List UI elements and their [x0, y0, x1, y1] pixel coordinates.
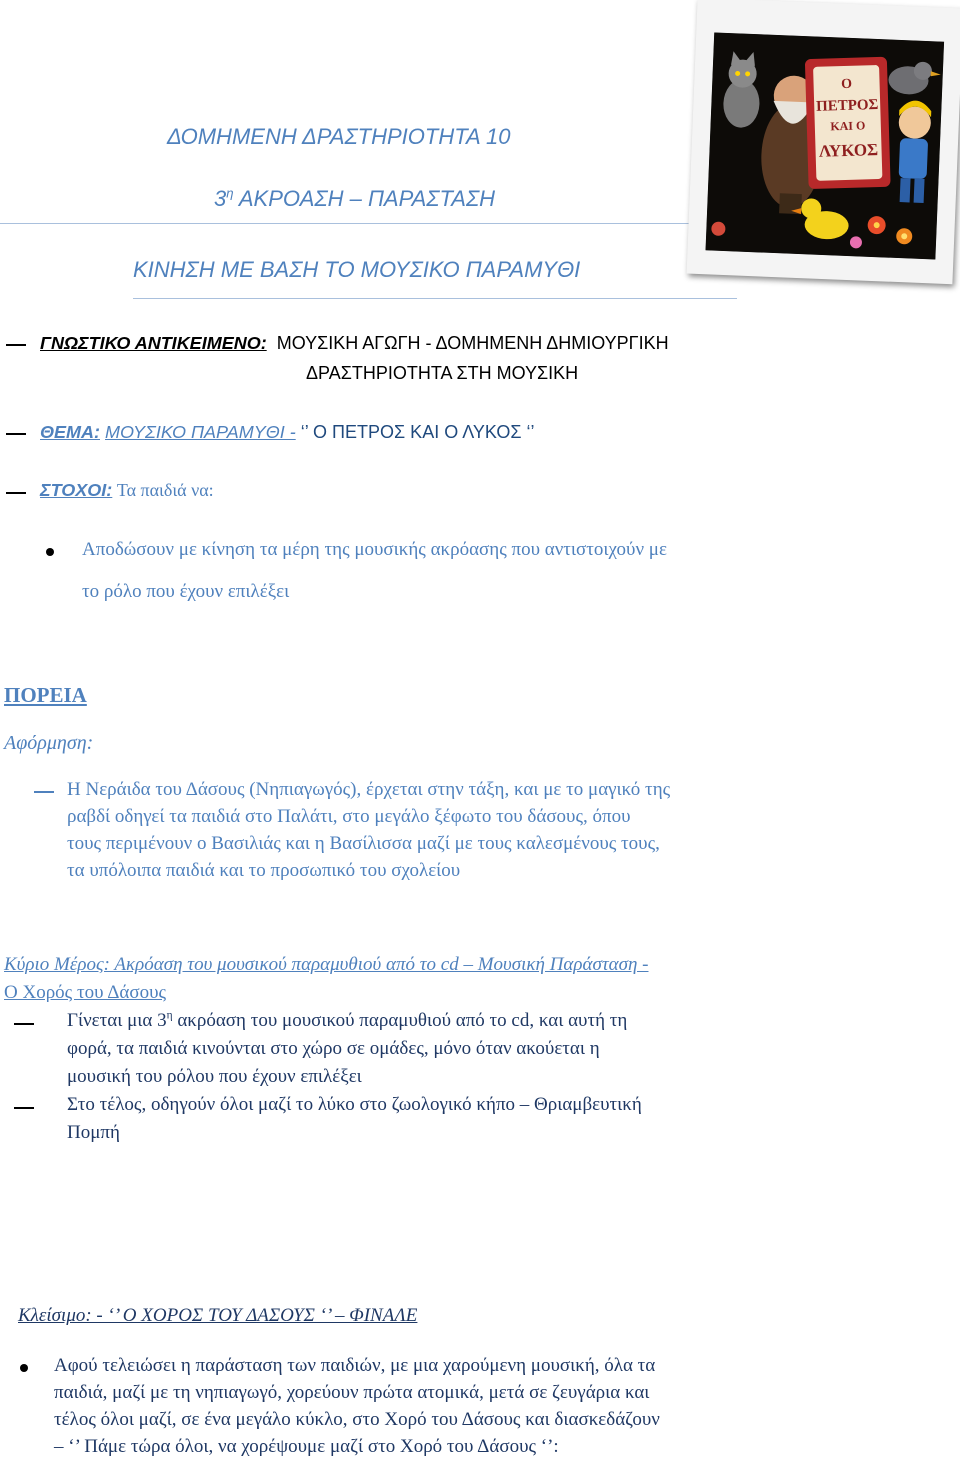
- peter-and-wolf-image: [706, 32, 945, 259]
- goal-bullet-line-1: Αποδώσουν με κίνηση τα μέρη της μουσικής ακρόασης που αντιστοιχούν με: [82, 539, 667, 560]
- list-dash: [6, 344, 26, 346]
- closing-line-1: Αφού τελειώσει η παράσταση των παιδιών, με μια χαρούμενη μουσική, όλα τα: [54, 1355, 656, 1376]
- title-sign: [800, 53, 896, 192]
- main-item-2-line-1: Στο τέλος, οδηγούν όλοι μαζί το λύκο στο ζωολογικό κήπο – Θριαμβευτική: [67, 1094, 642, 1115]
- closing-line-2: παιδιά, μαζί με τη νηπιαγωγό, χορεύουν πρώτα ατομικά, μετά σε ζευγάρια και: [54, 1382, 650, 1403]
- closing-line-4: – ‘’ Πάμε τώρα όλοι, να χορέψουμε μαζί στο Χορό του Δάσους ‘’:: [54, 1436, 559, 1457]
- trigger-line-2: ραβδί οδηγεί τα παιδιά στο Παλάτι, στο μεγάλο ξέφωτο του δάσους, όπου: [67, 806, 631, 827]
- bullet-dot: [46, 548, 54, 556]
- list-dash: [34, 791, 54, 793]
- sign-text-kai-o: ΚΑΙ Ο: [830, 118, 866, 134]
- title-divider: [0, 223, 700, 224]
- subject-line: ΓΝΩΣΤΙΚΟ ΑΝΤΙΚΕΙΜΕΝΟ: ΜΟΥΣΙΚΗ ΑΓΩΓΗ - ΔΟΜΗΜΕΝΗ ΔΗΜΙΟΥΡΓΙΚΗ: [40, 333, 669, 353]
- goals-line: ΣΤΟΧΟΙ: Τα παιδιά να:: [40, 480, 214, 500]
- main-item-1-line-1: Γίνεται μια $3^\eta$ ακρόαση του μουσικού παραμυθιού από το cd, και αυτή τη: [67, 1009, 628, 1031]
- list-dash: [6, 492, 26, 494]
- document-topic: ΚΙΝΗΣΗ ΜΕ ΒΑΣΗ ΤΟ ΜΟΥΣΙΚΟ ΠΑΡΑΜΥΘΙ: [133, 257, 581, 282]
- subject-line-2: ΔΡΑΣΤΗΡΙΟΤΗΤΑ ΣΤΗ ΜΟΥΣΙΚΗ: [306, 363, 579, 383]
- course-heading: ΠΟΡΕΙΑ: [4, 683, 87, 707]
- document-title: ΔΟΜΗΜΕΝΗ ΔΡΑΣΤΗΡΙΟΤΗΤΑ 10: [167, 124, 511, 149]
- main-part-subheading: Ο Χορός του Δάσους: [4, 982, 167, 1003]
- trigger-line-3: τους περιμένουν ο Βασιλιάς και η Βασίλισσα μαζί με τους καλεσμένους τους,: [67, 833, 660, 854]
- closing-heading: Κλείσιμο: - ‘’ Ο ΧΟΡΟΣ ΤΟΥ ΔΑΣΟΥΣ ‘’ – ΦΙΝΑΛΕ: [18, 1305, 418, 1326]
- theme-line: ΘΕΜΑ: ΜΟΥΣΙΚΟ ΠΑΡΑΜΥΘΙ - ‘’ Ο ΠΕΤΡΟΣ ΚΑΙ Ο ΛΥΚΟΣ ‘’: [40, 422, 535, 442]
- trigger-label: Αφόρμηση:: [4, 732, 94, 754]
- list-dash: [6, 433, 26, 435]
- story-illustration: [687, 0, 960, 284]
- bullet-dot: [20, 1364, 28, 1372]
- list-dash: [14, 1107, 34, 1109]
- topic-divider: [133, 298, 737, 299]
- trigger-line-4: τα υπόλοιπα παιδιά και το προσωπικό του σχολείου: [67, 860, 461, 881]
- main-part-heading: Κύριο Μέρος: Ακρόαση του μουσικού παραμυθιού από το cd – Μουσική Παράσταση -: [4, 954, 649, 975]
- goal-bullet-line-2: το ρόλο που έχουν επιλέξει: [82, 581, 290, 602]
- sign-text-o: Ο: [840, 76, 853, 93]
- main-item-1-line-3: μουσική του ρόλου που έχουν επιλέξει: [67, 1066, 362, 1087]
- list-dash: [14, 1023, 34, 1025]
- main-item-2-line-2: Πομπή: [67, 1122, 120, 1143]
- trigger-line-1: Η Νεράιδα του Δάσους (Νηπιαγωγός), έρχεται στην τάξη, και με το μαγικό της: [67, 779, 671, 800]
- sign-text-lykos: ΛΥΚΟΣ: [818, 140, 879, 161]
- main-item-1-line-2: φορά, τα παιδιά κινούνται στο χώρο σε ομάδες, μόνο όταν ακούεται η: [67, 1038, 600, 1059]
- document-subtitle: $3^\eta$ ΑΚΡΟΑΣΗ – ΠΑΡΑΣΤΑΣΗ: [214, 185, 496, 211]
- closing-line-3: τέλος όλοι μαζί, σε ένα μεγάλο κύκλο, στο Χορό του Δάσους και διασκεδάζουν: [54, 1409, 660, 1430]
- sign-text-petros: ΠΕΤΡΟΣ: [815, 96, 879, 115]
